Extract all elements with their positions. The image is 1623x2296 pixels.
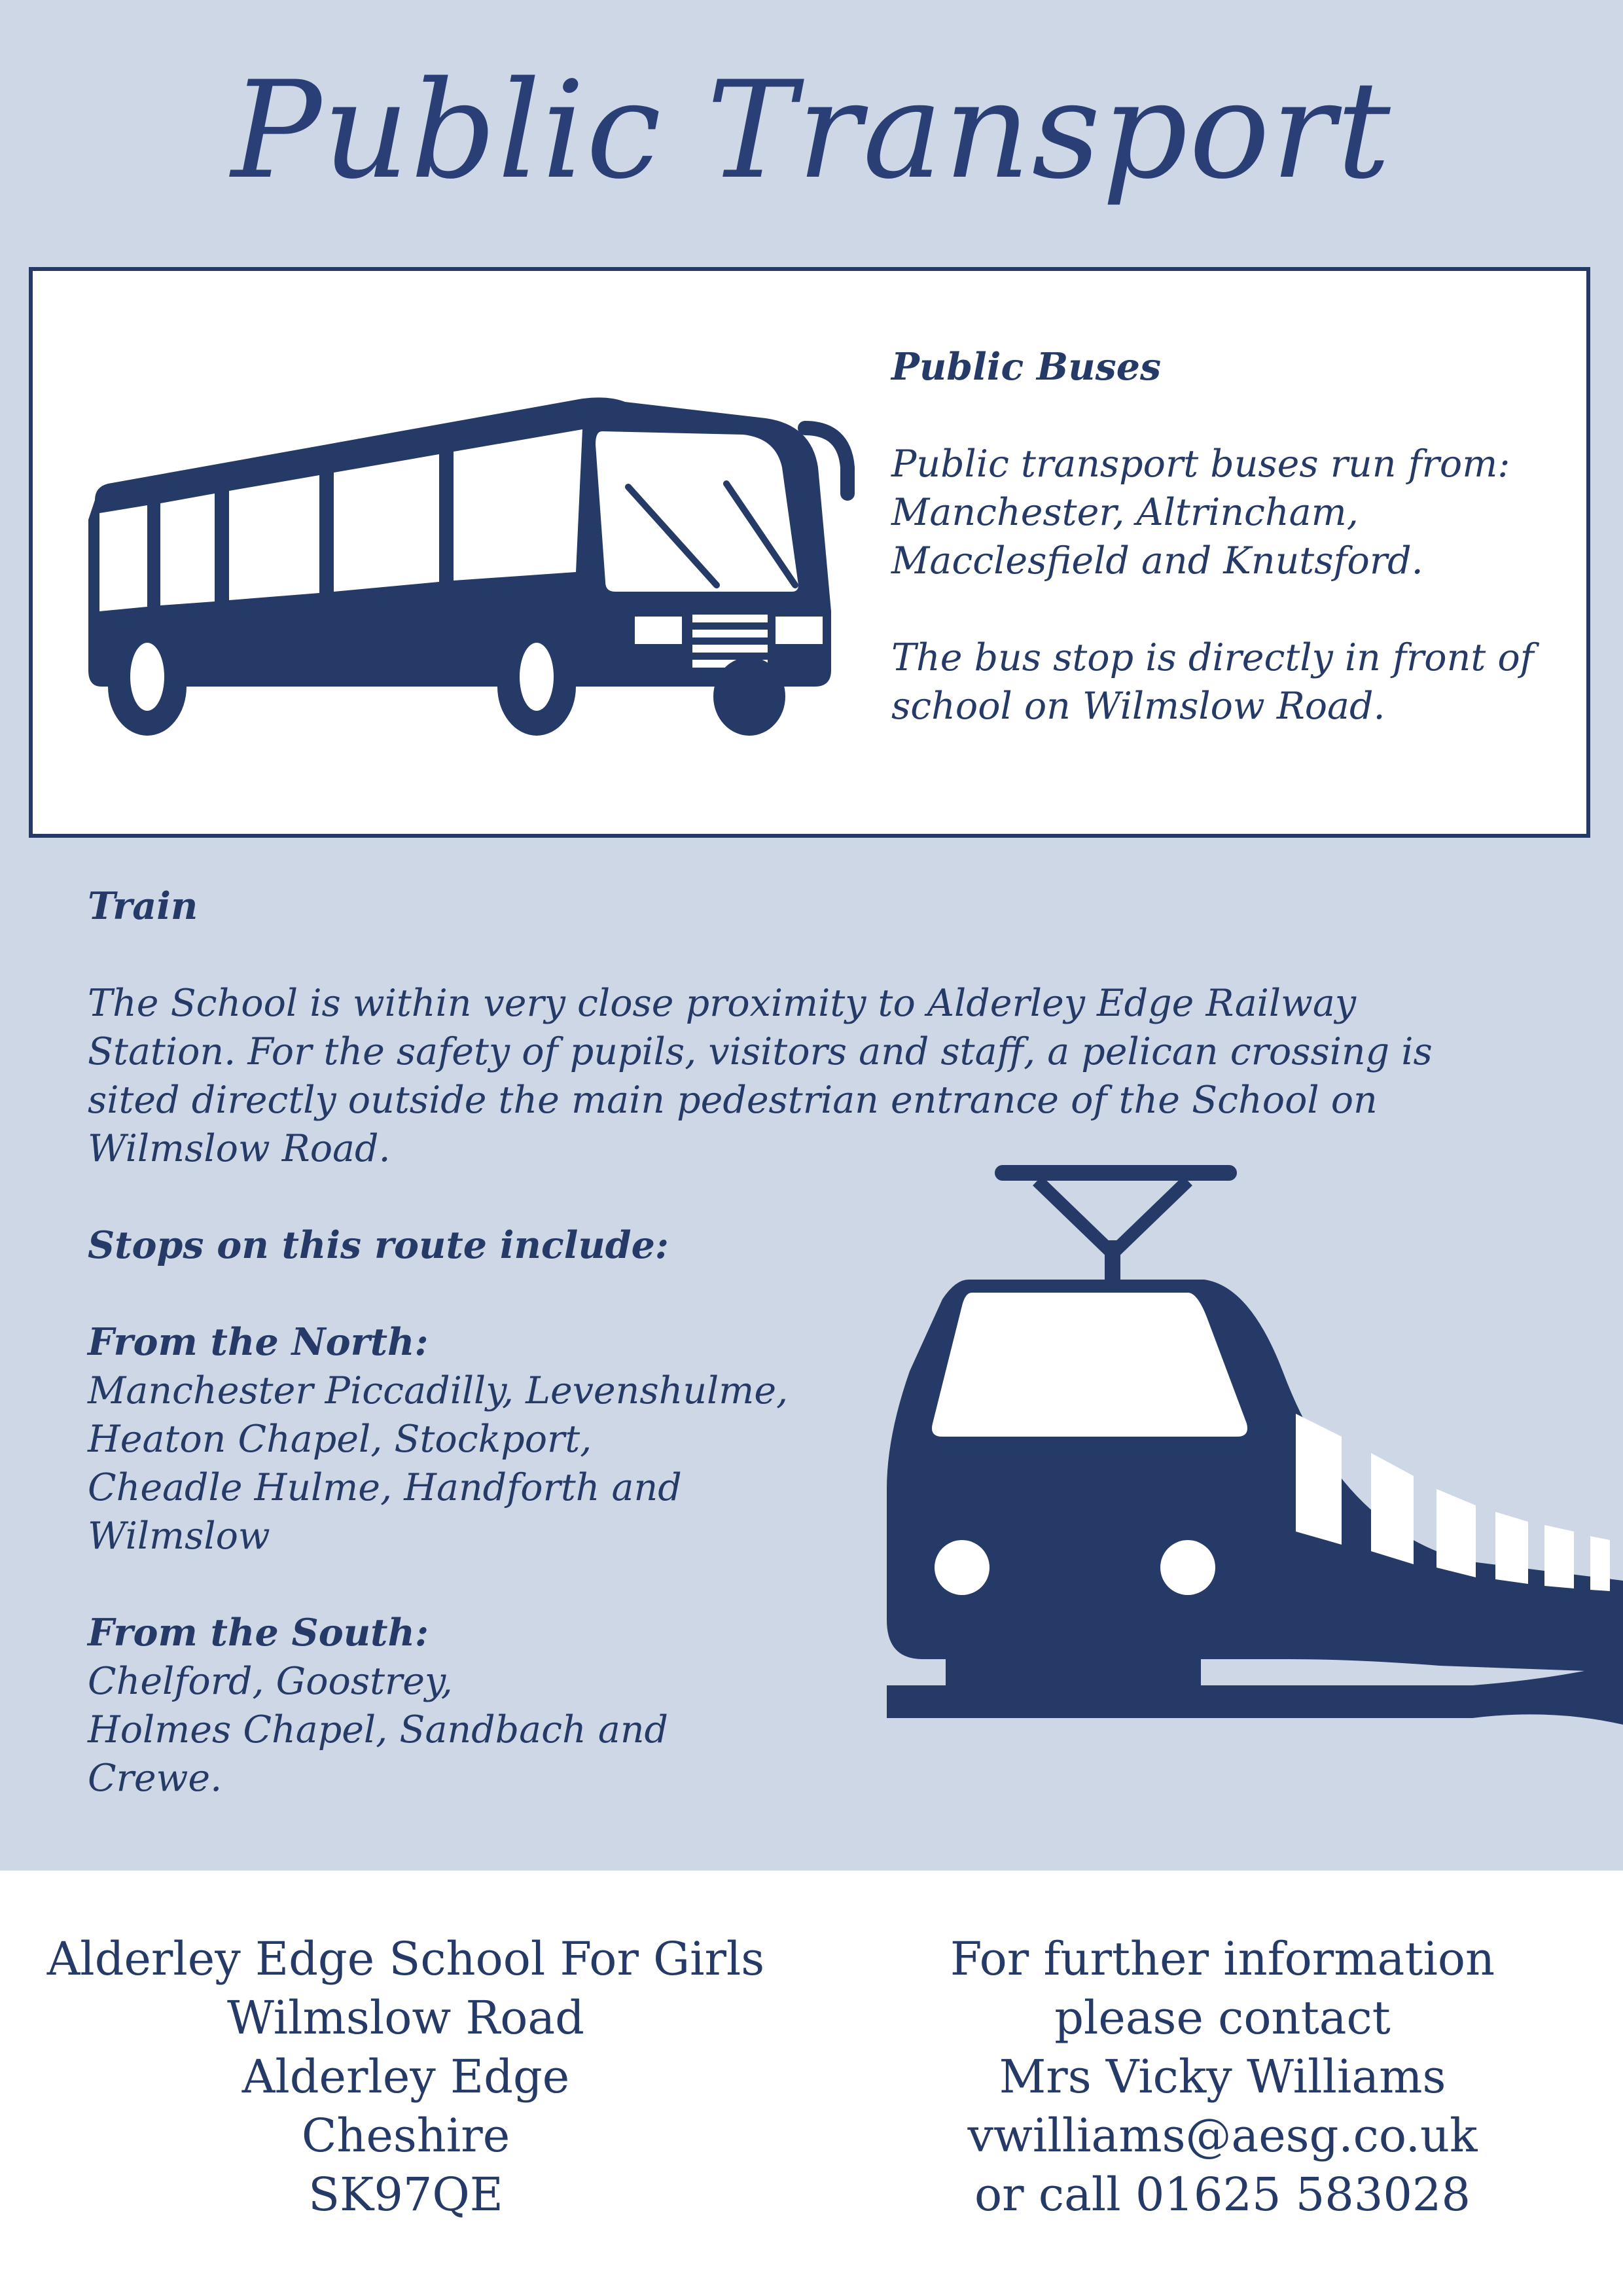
- contact-line: please contact: [1054, 1991, 1391, 2045]
- north-stops-line: Heaton Chapel, Stockport,: [88, 1418, 592, 1461]
- contact-email-link[interactable]: vwilliams@aesg.co.uk: [967, 2109, 1478, 2162]
- train-intro-line: sited directly outside the main pedestrian entrance of the School on: [88, 1079, 1378, 1122]
- south-stops-line: Holmes Chapel, Sandbach and: [88, 1708, 669, 1751]
- bus-text-line: Public transport buses run from:: [891, 442, 1510, 486]
- bus-panel: [29, 267, 1590, 838]
- address-line: Cheshire: [301, 2109, 510, 2162]
- train-intro-line: Wilmslow Road.: [88, 1127, 391, 1170]
- train-heading: Train: [88, 884, 198, 928]
- school-address: [13, 1929, 798, 2224]
- address-line: SK97QE: [308, 2168, 503, 2221]
- bus-heading: Public Buses: [891, 345, 1162, 389]
- contact-name: Mrs Vicky Williams: [999, 2050, 1446, 2104]
- page-title: Public Transport: [231, 53, 1392, 209]
- stops-heading: Stops on this route include:: [88, 1223, 669, 1267]
- north-stops-line: Wilmslow: [88, 1515, 270, 1558]
- bus-text-line: Manchester, Altrincham,: [891, 491, 1359, 534]
- south-heading: From the South:: [88, 1611, 429, 1655]
- address-line: Alderley Edge School For Girls: [46, 1932, 765, 1986]
- train-intro-line: The School is within very close proximity to Alderley Edge Railway: [88, 982, 1357, 1025]
- bus-text-line: school on Wilmslow Road.: [891, 685, 1385, 728]
- north-heading: From the North:: [88, 1320, 429, 1364]
- train-intro-line: Station. For the safety of pupils, visitors and staff, a pelican crossing is: [88, 1030, 1433, 1073]
- contact-phone: or call 01625 583028: [974, 2168, 1471, 2221]
- north-stops-line: Manchester Piccadilly, Levenshulme,: [88, 1369, 789, 1412]
- train-icon: [883, 1162, 1623, 1826]
- south-stops-line: Crewe.: [88, 1757, 223, 1800]
- contact-info: [830, 1929, 1615, 2224]
- south-stops-line: Chelford, Goostrey,: [88, 1660, 453, 1703]
- bus-icon: [85, 389, 857, 742]
- address-line: Alderley Edge: [241, 2050, 570, 2104]
- north-stops-line: Cheadle Hulme, Handforth and: [88, 1466, 682, 1509]
- bus-text-line: The bus stop is directly in front of: [891, 636, 1534, 679]
- contact-line: For further information: [950, 1932, 1495, 1986]
- address-line: Wilmslow Road: [227, 1991, 584, 2045]
- bus-text-line: Macclesfield and Knutsford.: [891, 539, 1423, 583]
